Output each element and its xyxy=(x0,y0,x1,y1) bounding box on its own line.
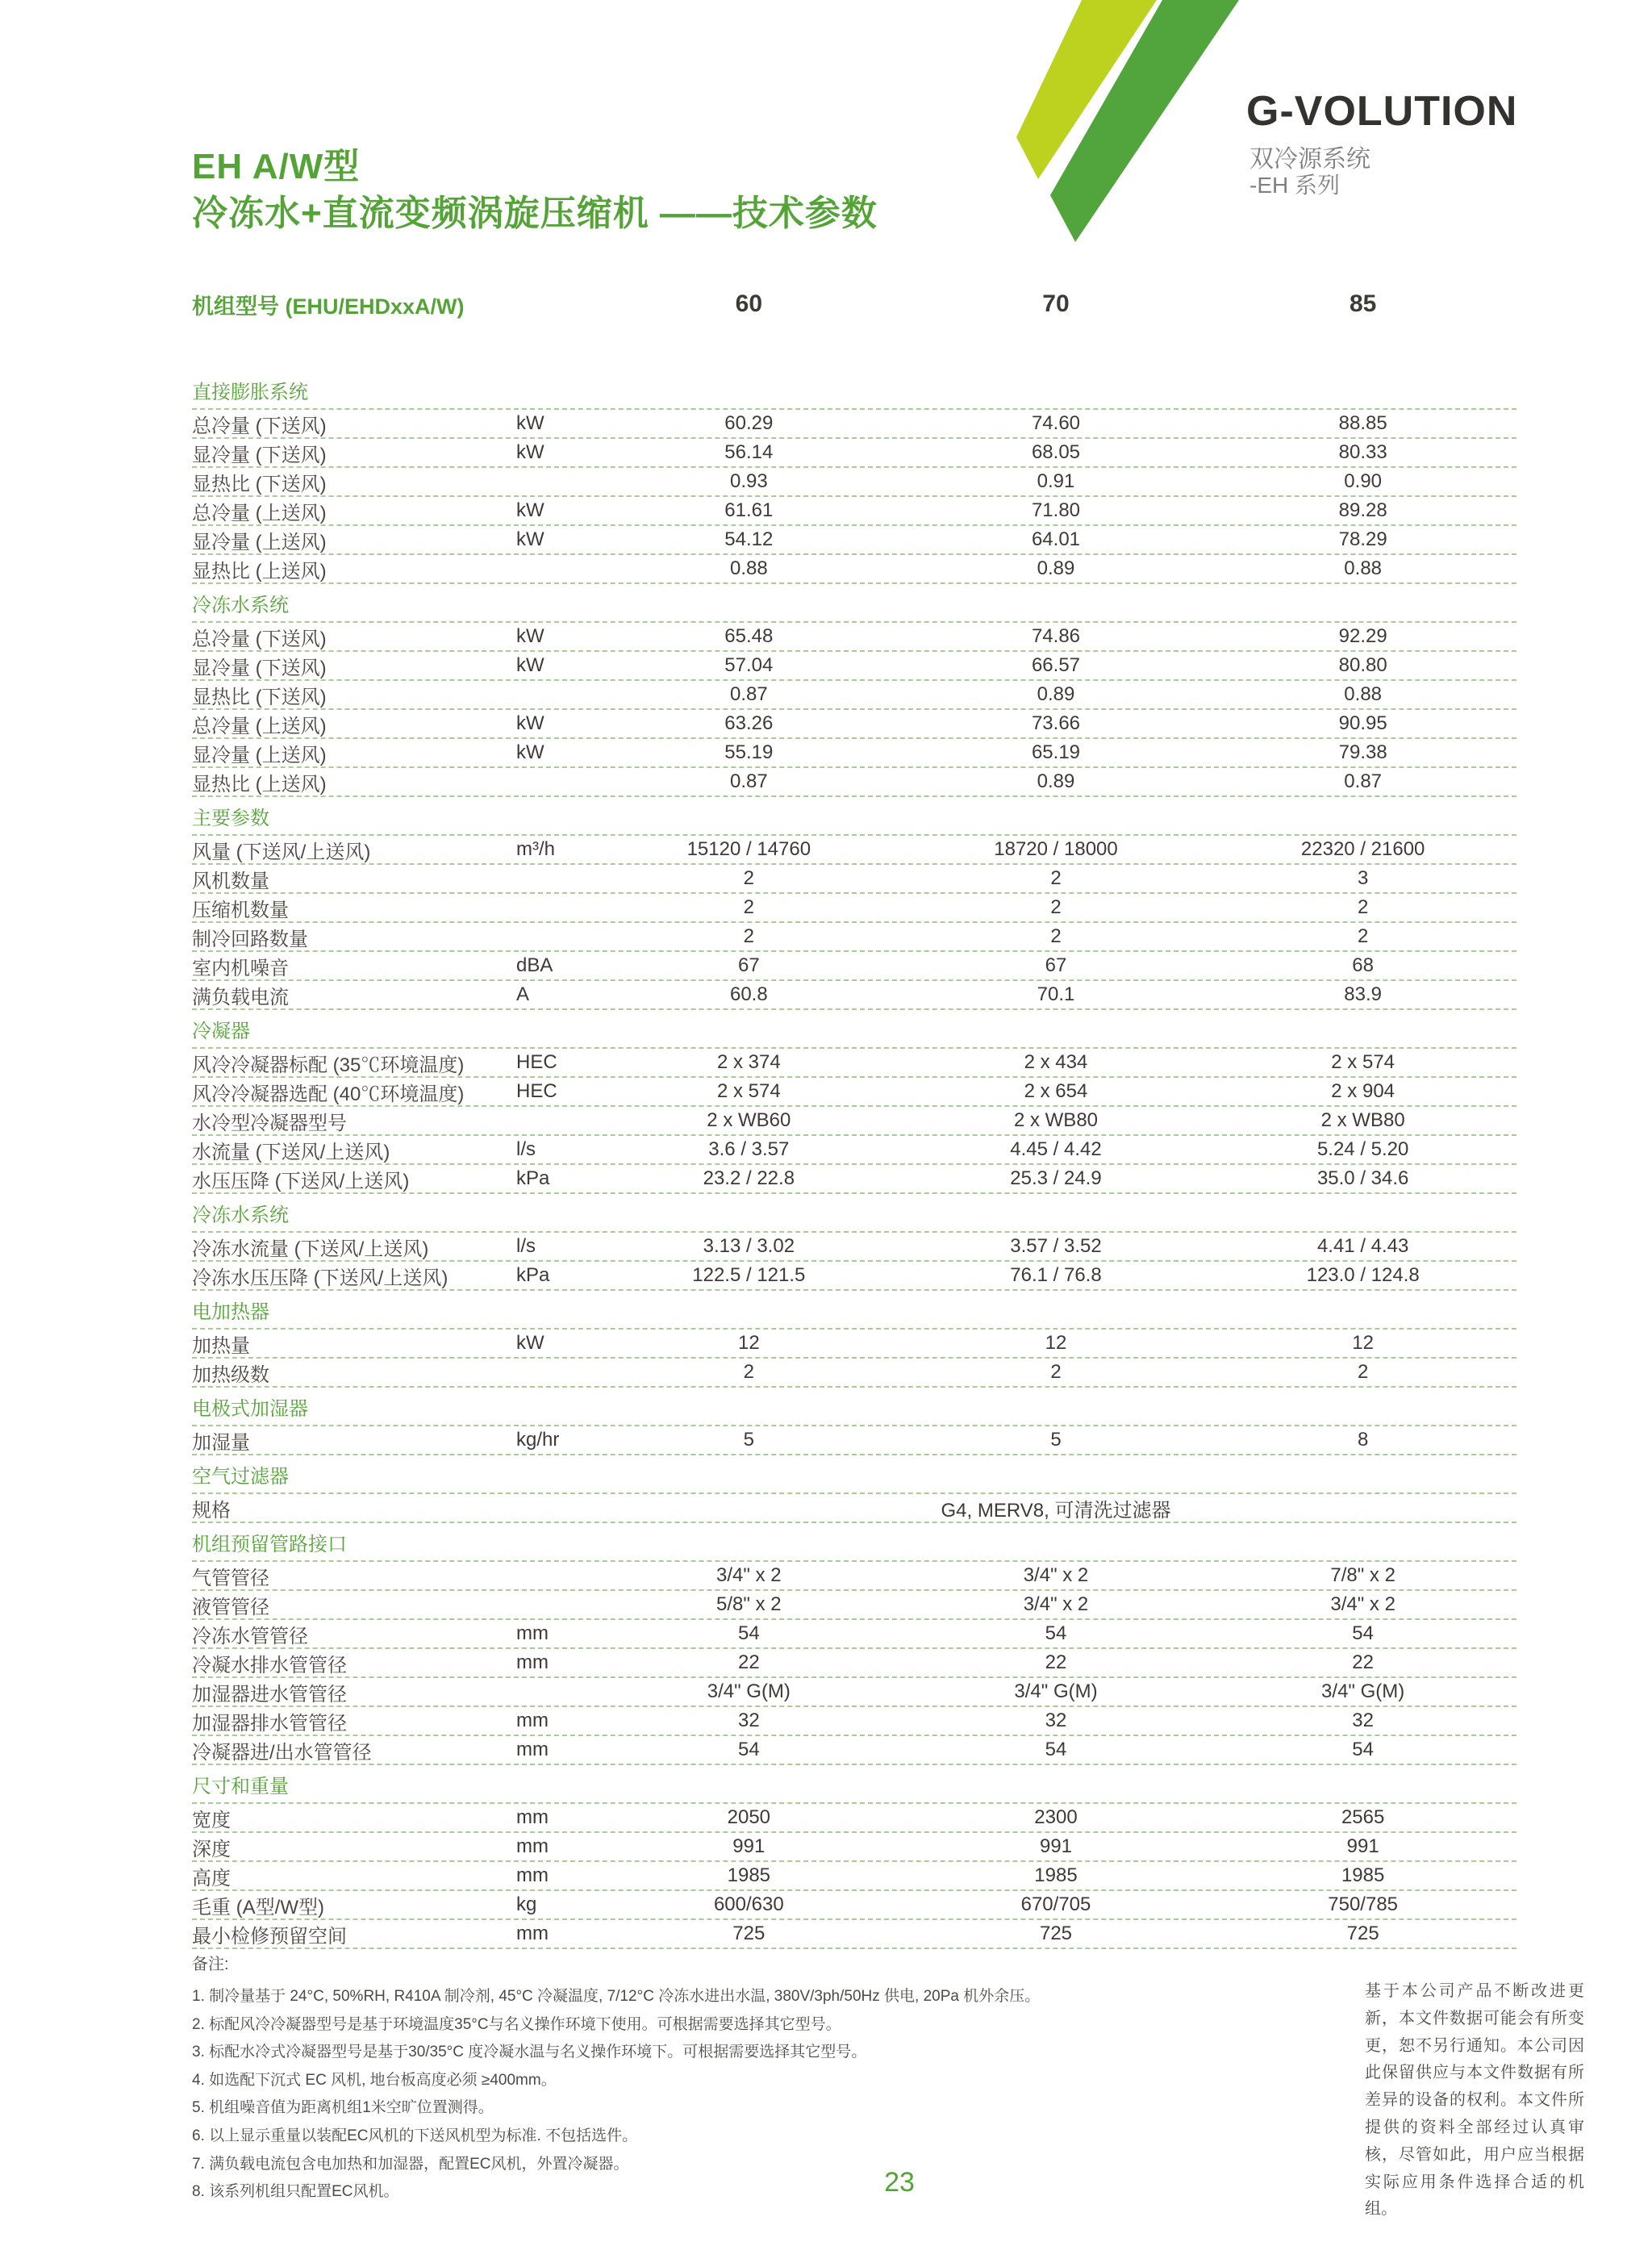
row-value: 1985 xyxy=(1341,1864,1385,1886)
row-label: 总冷量 (下送风) xyxy=(192,628,327,650)
spec-row xyxy=(192,1562,1516,1591)
row-value: 32 xyxy=(737,1710,760,1731)
row-unit: mm xyxy=(516,1710,549,1731)
row-unit: l/s xyxy=(516,1138,536,1160)
spec-row xyxy=(192,1078,1516,1107)
note-item: 4. 如选配下沉式 EC 风机, 地台板高度必须 ≥400mm。 xyxy=(192,2071,557,2089)
row-value: 54 xyxy=(1352,1739,1374,1760)
spec-row xyxy=(192,555,1516,584)
section-header-direct-expansion-system xyxy=(192,371,1516,410)
section-header-reserved-pipe-connections xyxy=(192,1523,1516,1562)
row-unit: kW xyxy=(516,528,544,550)
row-unit: kPa xyxy=(516,1264,550,1286)
row-value: 63.26 xyxy=(724,712,774,734)
row-value: 2 x 654 xyxy=(1024,1080,1088,1102)
spec-row xyxy=(192,1136,1516,1165)
row-value-span: G4, MERV8, 可清洗过滤器 xyxy=(941,1499,1171,1522)
section-title: 机组预留管路接口 xyxy=(192,1534,347,1555)
row-value: 54 xyxy=(737,1739,760,1760)
row-unit: kW xyxy=(516,1332,544,1354)
row-unit: m³/h xyxy=(516,838,555,860)
row-value: 67 xyxy=(1045,954,1067,976)
model-column-header-60: 60 xyxy=(735,290,763,317)
row-value: 3.13 / 3.02 xyxy=(703,1235,795,1257)
row-unit: mm xyxy=(516,1622,549,1644)
row-label: 室内机噪音 xyxy=(192,957,289,979)
row-unit: HEC xyxy=(516,1051,557,1073)
model-label: 机组型号 (EHU/EHDxxA/W) xyxy=(192,294,465,319)
row-value: 3 xyxy=(1357,867,1369,889)
row-value: 991 xyxy=(732,1835,766,1857)
row-value: 12 xyxy=(1045,1332,1067,1354)
row-value: 22 xyxy=(1352,1651,1374,1673)
note-item: 1. 制冷量基于 24°C, 50%RH, R410A 制冷剂, 45°C 冷凝温度, 7/12°C 冷冻水进出水温, 380V/3ph/50Hz 供电, 20Pa 机外余压。 xyxy=(192,1988,1041,2005)
row-label: 加湿器进水管管径 xyxy=(192,1683,347,1706)
spec-row xyxy=(192,1165,1516,1194)
spec-row xyxy=(192,1620,1516,1649)
spec-row xyxy=(192,439,1516,468)
spec-row xyxy=(192,865,1516,894)
row-value: 68 xyxy=(1352,954,1374,976)
row-value: 3/4" G(M) xyxy=(707,1680,791,1702)
row-value: 2 xyxy=(1357,896,1369,918)
note-item: 8. 该系列机组只配置EC风机。 xyxy=(192,2183,399,2201)
row-unit: kW xyxy=(516,412,544,434)
row-value: 89.28 xyxy=(1338,499,1387,521)
spec-row xyxy=(192,1862,1516,1891)
row-value: 80.33 xyxy=(1338,441,1387,463)
row-value: 32 xyxy=(1352,1710,1374,1731)
row-value: 23.2 / 22.8 xyxy=(703,1167,795,1189)
row-label: 显冷量 (上送风) xyxy=(192,531,327,553)
row-value: 2 xyxy=(743,896,754,918)
brand-subtitle-series: -EH 系列 xyxy=(1249,173,1341,198)
spec-row xyxy=(192,1049,1516,1078)
row-value: 5 xyxy=(743,1429,754,1451)
model-column-header-70: 70 xyxy=(1042,290,1070,317)
row-value: 725 xyxy=(732,1923,766,1944)
row-value: 991 xyxy=(1346,1835,1379,1857)
row-label: 风冷冷凝器标配 (35℃环境温度) xyxy=(192,1054,465,1076)
row-label: 显冷量 (上送风) xyxy=(192,744,327,766)
row-value: 725 xyxy=(1039,1923,1073,1944)
row-value: 2 x WB80 xyxy=(1013,1109,1099,1131)
row-value: 2 xyxy=(743,867,754,889)
spec-row xyxy=(192,952,1516,981)
spec-row xyxy=(192,1494,1516,1523)
spec-row xyxy=(192,468,1516,497)
row-value: 4.45 / 4.42 xyxy=(1010,1138,1102,1160)
row-value: 1985 xyxy=(1034,1864,1078,1886)
row-label: 风机数量 xyxy=(192,870,269,892)
spec-row xyxy=(192,1707,1516,1736)
model-header-row xyxy=(192,284,1516,324)
row-label: 冷冻水管管径 xyxy=(192,1625,308,1647)
row-value: 55.19 xyxy=(724,741,774,763)
section-header-condenser xyxy=(192,1010,1516,1049)
brand-subtitle-system: 双冷源系统 xyxy=(1249,146,1370,173)
section-header-dimensions-and-weight xyxy=(192,1765,1516,1804)
row-value: 725 xyxy=(1346,1923,1379,1944)
row-value: 122.5 / 121.5 xyxy=(692,1264,806,1286)
row-value: 600/630 xyxy=(713,1893,784,1915)
row-value: 12 xyxy=(737,1332,760,1354)
row-unit: mm xyxy=(516,1923,549,1944)
row-value: 61.61 xyxy=(724,499,774,521)
row-unit: kW xyxy=(516,712,544,734)
row-unit: kW xyxy=(516,499,544,521)
row-value: 5 xyxy=(1050,1429,1062,1451)
row-value: 0.88 xyxy=(1344,557,1383,579)
row-value: 83.9 xyxy=(1344,983,1383,1005)
row-value: 3/4" G(M) xyxy=(1321,1680,1405,1702)
row-label: 加湿量 xyxy=(192,1431,250,1454)
row-value: 60.8 xyxy=(729,983,768,1005)
row-value: 12 xyxy=(1352,1332,1374,1354)
row-label: 显热比 (下送风) xyxy=(192,473,327,495)
row-label: 风量 (下送风/上送风) xyxy=(192,841,371,863)
row-value: 32 xyxy=(1045,1710,1067,1731)
row-value: 7/8" x 2 xyxy=(1330,1564,1395,1586)
row-label: 显冷量 (下送风) xyxy=(192,657,327,679)
row-value: 2 x 574 xyxy=(716,1080,781,1102)
row-value: 0.91 xyxy=(1037,470,1075,492)
spec-row xyxy=(192,768,1516,797)
row-value: 3.57 / 3.52 xyxy=(1010,1235,1102,1257)
row-value: 15120 / 14760 xyxy=(686,838,811,860)
row-value: 65.19 xyxy=(1031,741,1081,763)
row-value: 65.48 xyxy=(724,625,774,647)
row-label: 水流量 (下送风/上送风) xyxy=(192,1141,390,1163)
row-label: 气管管径 xyxy=(192,1567,269,1589)
row-unit: kW xyxy=(516,441,544,463)
row-unit: kg/hr xyxy=(516,1429,560,1451)
row-value: 74.60 xyxy=(1031,412,1081,434)
row-value: 35.0 / 34.6 xyxy=(1316,1167,1409,1189)
row-value: 76.1 / 76.8 xyxy=(1010,1264,1102,1286)
note-item: 2. 标配风冷冷凝器型号是基于环境温度35°C与名义操作环境下使用。可根据需要选择其它型号。 xyxy=(192,2015,841,2033)
row-value: 66.57 xyxy=(1031,654,1081,676)
note-item: 3. 标配水冷式冷凝器型号是基于30/35°C 度冷凝水温与名义操作环境下。可根据需要选择其它型号。 xyxy=(192,2044,867,2061)
row-value: 123.0 / 124.8 xyxy=(1306,1264,1420,1286)
spec-row xyxy=(192,410,1516,439)
row-value: 991 xyxy=(1039,1835,1073,1857)
row-label: 加热量 xyxy=(192,1334,250,1357)
row-value: 71.80 xyxy=(1031,499,1081,521)
row-label: 冷冻水压压降 (下送风/上送风) xyxy=(192,1267,448,1289)
spec-row xyxy=(192,1678,1516,1707)
row-label: 显热比 (上送风) xyxy=(192,560,327,582)
row-label: 冷凝水排水管管径 xyxy=(192,1654,347,1676)
row-unit: dBA xyxy=(516,954,553,976)
row-value: 0.90 xyxy=(1344,470,1383,492)
section-header-chilled-water-system-2 xyxy=(192,1194,1516,1233)
row-value: 2 x 904 xyxy=(1331,1080,1395,1102)
spec-row xyxy=(192,1833,1516,1862)
spec-row xyxy=(192,1233,1516,1262)
spec-row xyxy=(192,681,1516,710)
spec-row xyxy=(192,1359,1516,1388)
row-value: 60.29 xyxy=(724,412,774,434)
row-value: 54.12 xyxy=(724,528,774,550)
row-value: 74.86 xyxy=(1031,625,1081,647)
row-value: 3/4" x 2 xyxy=(1023,1593,1089,1615)
spec-row xyxy=(192,1891,1516,1920)
row-value: 54 xyxy=(1352,1622,1374,1644)
row-unit: mm xyxy=(516,1864,549,1886)
row-value: 2 xyxy=(1050,867,1062,889)
row-value: 2 x WB80 xyxy=(1320,1109,1405,1131)
row-label: 冷冻水流量 (下送风/上送风) xyxy=(192,1238,429,1260)
row-label: 压缩机数量 xyxy=(192,899,289,921)
row-label: 水压压降 (下送风/上送风) xyxy=(192,1170,410,1192)
row-value: 2 x 374 xyxy=(716,1051,781,1073)
row-value: 2 xyxy=(743,925,754,947)
row-value: 0.88 xyxy=(1344,683,1383,705)
section-title: 冷冻水系统 xyxy=(192,595,289,616)
row-unit: l/s xyxy=(516,1235,536,1257)
row-value: 2 xyxy=(1357,1361,1369,1383)
note-item: 6. 以上显示重量以装配EC风机的下送风机型为标准. 不包括选件。 xyxy=(192,2127,638,2144)
row-label: 高度 xyxy=(192,1867,231,1889)
row-value: 78.29 xyxy=(1338,528,1387,550)
spec-row xyxy=(192,836,1516,865)
disclaimer-text: 基于本公司产品不断改进更新，本文件数据可能会有所变更，恕不另行通知。本公司因此保留供应与本文件数据有所差异的设备的权利。本文件所提供的资料全部经过认真审核，尽管如此，用户应当根据实际应用条件选择合适的机组。 xyxy=(1365,1982,1584,2219)
model-column-header-85: 85 xyxy=(1349,290,1377,317)
notes-list xyxy=(192,1983,1281,2207)
row-label: 满负载电流 xyxy=(192,986,289,1008)
spec-row xyxy=(192,739,1516,768)
row-value: 2300 xyxy=(1034,1806,1078,1828)
row-value: 22 xyxy=(737,1651,760,1673)
row-value: 0.89 xyxy=(1037,770,1075,792)
section-title: 空气过滤器 xyxy=(192,1466,289,1488)
row-value: 4.41 / 4.43 xyxy=(1316,1235,1409,1257)
row-unit: mm xyxy=(516,1835,549,1857)
spec-row xyxy=(192,623,1516,652)
row-label: 总冷量 (下送风) xyxy=(192,415,327,437)
row-label: 毛重 (A型/W型) xyxy=(192,1896,324,1918)
spec-row xyxy=(192,1262,1516,1291)
row-label: 加热级数 xyxy=(192,1363,269,1386)
section-title: 冷冻水系统 xyxy=(192,1205,289,1226)
row-value: 54 xyxy=(1045,1739,1067,1760)
row-value: 5.24 / 5.20 xyxy=(1316,1138,1409,1160)
section-title: 电极式加湿器 xyxy=(192,1398,308,1420)
row-value: 88.85 xyxy=(1338,412,1387,434)
row-value: 18720 / 18000 xyxy=(994,838,1118,860)
brand-logo-text: G-VOLUTION xyxy=(1246,88,1518,135)
page-title xyxy=(192,144,878,237)
row-label: 制冷回路数量 xyxy=(192,928,308,950)
row-value: 0.88 xyxy=(729,557,768,579)
notes-block xyxy=(192,1952,1281,2207)
section-header-electrode-humidifier xyxy=(192,1388,1516,1426)
row-label: 规格 xyxy=(192,1499,231,1522)
spec-row xyxy=(192,981,1516,1010)
row-value: 2 x 434 xyxy=(1024,1051,1088,1073)
row-label: 总冷量 (上送风) xyxy=(192,715,327,737)
row-label: 宽度 xyxy=(192,1809,231,1831)
row-value: 68.05 xyxy=(1031,441,1081,463)
row-value: 0.87 xyxy=(1344,770,1383,792)
row-value: 3.6 / 3.57 xyxy=(708,1138,790,1160)
row-value: 0.87 xyxy=(729,770,768,792)
section-header-air-filter xyxy=(192,1455,1516,1494)
row-value: 73.66 xyxy=(1031,712,1081,734)
spec-row xyxy=(192,1107,1516,1136)
section-title: 电加热器 xyxy=(192,1301,269,1323)
section-header-chilled-water-system xyxy=(192,584,1516,623)
spec-row xyxy=(192,1804,1516,1833)
row-value: 670/705 xyxy=(1020,1893,1091,1915)
spec-row xyxy=(192,1736,1516,1765)
section-title: 冷凝器 xyxy=(192,1021,250,1042)
row-value: 67 xyxy=(737,954,760,976)
row-unit: kg xyxy=(516,1893,537,1915)
spec-row xyxy=(192,497,1516,526)
section-title: 主要参数 xyxy=(192,808,269,829)
row-unit: A xyxy=(516,983,530,1005)
row-value: 54 xyxy=(1045,1622,1067,1644)
row-unit: kW xyxy=(516,654,544,676)
row-unit: mm xyxy=(516,1806,549,1828)
row-value: 0.87 xyxy=(729,683,768,705)
row-value: 92.29 xyxy=(1338,625,1387,647)
spec-row xyxy=(192,1920,1516,1949)
row-label: 风冷冷凝器选配 (40℃环境温度) xyxy=(192,1083,465,1105)
row-label: 冷凝器进/出水管管径 xyxy=(192,1741,372,1764)
row-value: 2 xyxy=(1050,925,1062,947)
notes-heading: 备注: xyxy=(192,1956,229,1973)
row-label: 水冷型冷凝器型号 xyxy=(192,1112,347,1134)
row-label: 总冷量 (上送风) xyxy=(192,502,327,524)
note-item: 7. 满负载电流包含电加热和加湿器，配置EC风机，外置冷凝器。 xyxy=(192,2155,629,2173)
row-value: 2050 xyxy=(727,1806,771,1828)
row-value: 25.3 / 24.9 xyxy=(1010,1167,1102,1189)
spec-row xyxy=(192,652,1516,681)
section-title: 尺寸和重量 xyxy=(192,1776,289,1797)
row-label: 加湿器排水管管径 xyxy=(192,1712,347,1735)
page-title-line2: 冷冻水+直流变频涡旋压缩机 ——技术参数 xyxy=(192,194,878,233)
row-value: 64.01 xyxy=(1031,528,1081,550)
row-value: 2 xyxy=(1050,896,1062,918)
row-value: 2 xyxy=(1050,1361,1062,1383)
row-value: 90.95 xyxy=(1338,712,1387,734)
row-value: 57.04 xyxy=(724,654,774,676)
section-header-electric-heater xyxy=(192,1291,1516,1330)
row-value: 3/4" x 2 xyxy=(716,1564,782,1586)
row-value: 0.89 xyxy=(1037,683,1075,705)
row-value: 3/4" x 2 xyxy=(1330,1593,1395,1615)
page-number: 23 xyxy=(884,2167,915,2198)
row-value: 2565 xyxy=(1341,1806,1385,1828)
spec-row xyxy=(192,1591,1516,1620)
row-value: 0.93 xyxy=(729,470,768,492)
row-value: 2 x WB60 xyxy=(707,1109,791,1131)
section-header-main-parameters xyxy=(192,797,1516,836)
row-label: 液管管径 xyxy=(192,1596,269,1618)
row-value: 22320 / 21600 xyxy=(1300,838,1425,860)
row-value: 3/4" G(M) xyxy=(1014,1680,1098,1702)
row-value: 8 xyxy=(1357,1429,1369,1451)
section-title: 直接膨胀系统 xyxy=(192,382,308,403)
spec-table xyxy=(192,371,1516,1949)
row-label: 最小检修预留空间 xyxy=(192,1925,347,1948)
row-unit: mm xyxy=(516,1739,549,1760)
row-label: 显热比 (下送风) xyxy=(192,686,327,708)
row-value: 750/785 xyxy=(1328,1893,1399,1915)
note-item: 5. 机组噪音值为距离机组1米空旷位置测得。 xyxy=(192,2099,494,2117)
row-value: 56.14 xyxy=(724,441,774,463)
row-value: 1985 xyxy=(727,1864,771,1886)
row-value: 3/4" x 2 xyxy=(1023,1564,1089,1586)
row-unit: mm xyxy=(516,1651,549,1673)
row-value: 5/8" x 2 xyxy=(716,1593,782,1615)
spec-row xyxy=(192,1649,1516,1678)
row-value: 2 xyxy=(1357,925,1369,947)
row-unit: kW xyxy=(516,741,544,763)
row-value: 0.89 xyxy=(1037,557,1075,579)
row-unit: kW xyxy=(516,625,544,647)
spec-row xyxy=(192,923,1516,952)
page-title-line1: EH A/W型 xyxy=(192,147,361,186)
row-value: 70.1 xyxy=(1037,983,1075,1005)
row-label: 深度 xyxy=(192,1838,231,1860)
row-value: 54 xyxy=(737,1622,760,1644)
row-value: 22 xyxy=(1045,1651,1067,1673)
row-label: 显热比 (上送风) xyxy=(192,773,327,795)
spec-row xyxy=(192,1426,1516,1455)
spec-row xyxy=(192,526,1516,555)
row-label: 显冷量 (下送风) xyxy=(192,444,327,466)
spec-row xyxy=(192,894,1516,923)
row-unit: kPa xyxy=(516,1167,550,1189)
row-value: 2 x 574 xyxy=(1331,1051,1395,1073)
spec-row xyxy=(192,1330,1516,1359)
row-value: 79.38 xyxy=(1338,741,1387,763)
row-value: 2 xyxy=(743,1361,754,1383)
spec-row xyxy=(192,710,1516,739)
row-value: 80.80 xyxy=(1338,654,1387,676)
row-unit: HEC xyxy=(516,1080,557,1102)
